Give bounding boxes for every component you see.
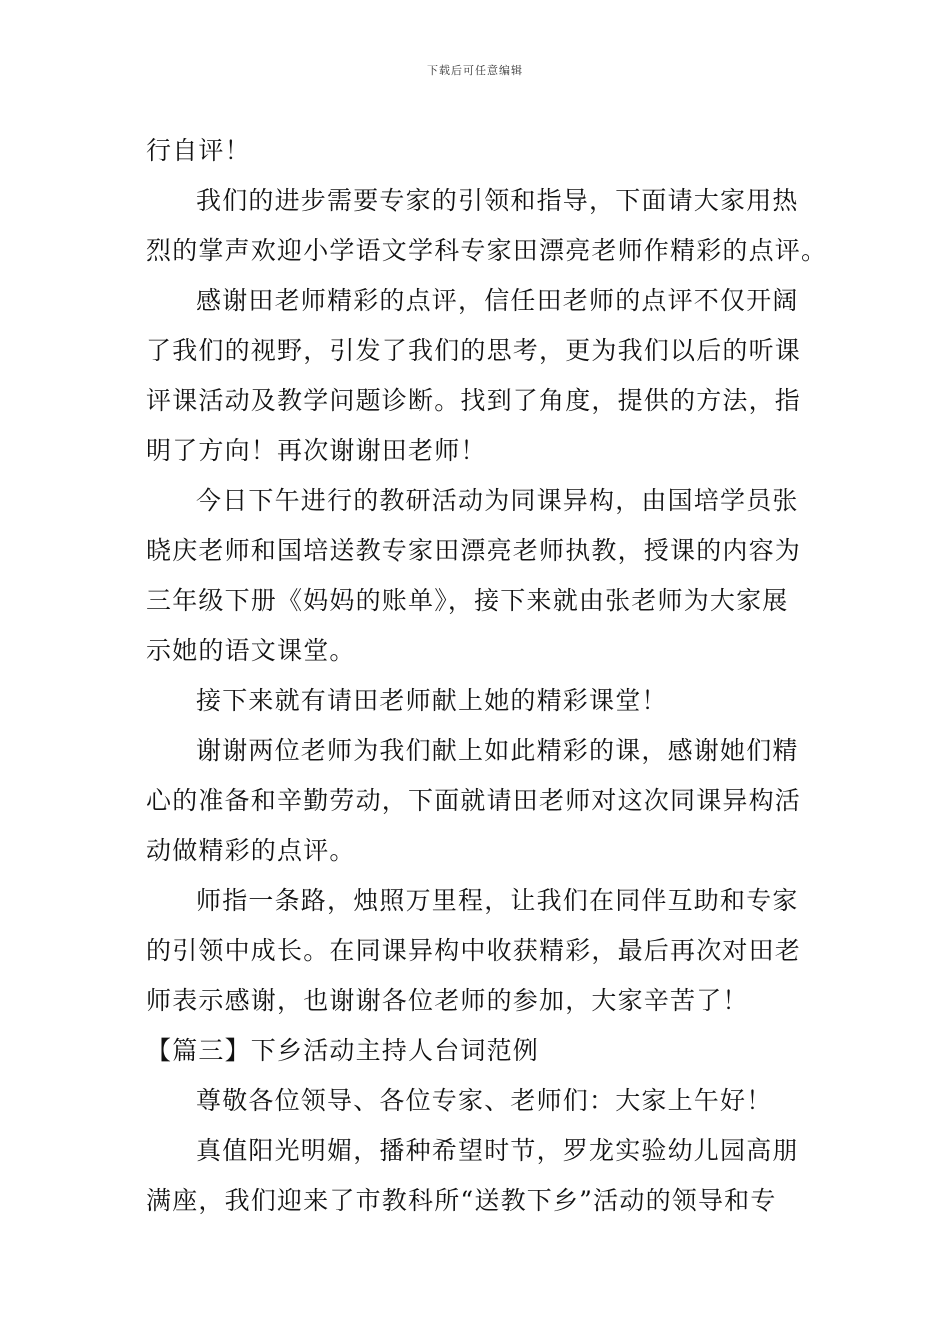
text-line: 师表示感谢，也谢谢各位老师的参加，大家辛苦了！ [146, 986, 749, 1015]
text-line: 的引领中成长。在同课异构中收获精彩，最后再次对田老 [146, 936, 802, 965]
text-line: 今日下午进行的教研活动为同课异构，由国培学员张 [196, 486, 799, 515]
text-line: 评课活动及教学问题诊断。找到了角度，提供的方法，指 [146, 386, 802, 415]
text-line: 行自评！ [146, 136, 251, 165]
text-line: 晓庆老师和国培送教专家田漂亮老师执教，授课的内容为 [146, 536, 802, 565]
page-header-note: 下载后可任意编辑 [427, 64, 523, 77]
text-line: 我们的进步需要专家的引领和指导，下面请大家用热 [196, 186, 799, 215]
text-line: 心的准备和辛勤劳动，下面就请田老师对这次同课异构活 [146, 786, 802, 815]
text-line: 动做精彩的点评。 [146, 836, 356, 865]
text-line: 感谢田老师精彩的点评，信任田老师的点评不仅开阔 [196, 286, 799, 315]
text-line: 谢谢两位老师为我们献上如此精彩的课，感谢她们精 [196, 736, 799, 765]
section-heading: 【篇三】下乡活动主持人台词范例 [146, 1036, 540, 1065]
text-line: 真值阳光明媚，播种希望时节，罗龙实验幼儿园高朋 [196, 1136, 799, 1165]
text-line: 示她的语文课堂。 [146, 636, 356, 665]
text-line: 三年级下册《妈妈的账单》，接下来就由张老师为大家展 [146, 586, 789, 615]
text-line: 烈的掌声欢迎小学语文学科专家田漂亮老师作精彩的点评。 [146, 236, 828, 265]
text-line: 了我们的视野，引发了我们的思考，更为我们以后的听课 [146, 336, 802, 365]
text-line: 满座，我们迎来了市教科所“送教下乡”活动的领导和专 [146, 1186, 777, 1215]
text-line: 明了方向！再次谢谢田老师！ [146, 436, 487, 465]
text-line: 尊敬各位领导、各位专家、老师们：大家上午好！ [196, 1086, 773, 1115]
text-line: 师指一条路，烛照万里程，让我们在同伴互助和专家 [196, 886, 799, 915]
document-body [146, 126, 828, 1226]
text-line: 接下来就有请田老师献上她的精彩课堂！ [196, 686, 668, 715]
